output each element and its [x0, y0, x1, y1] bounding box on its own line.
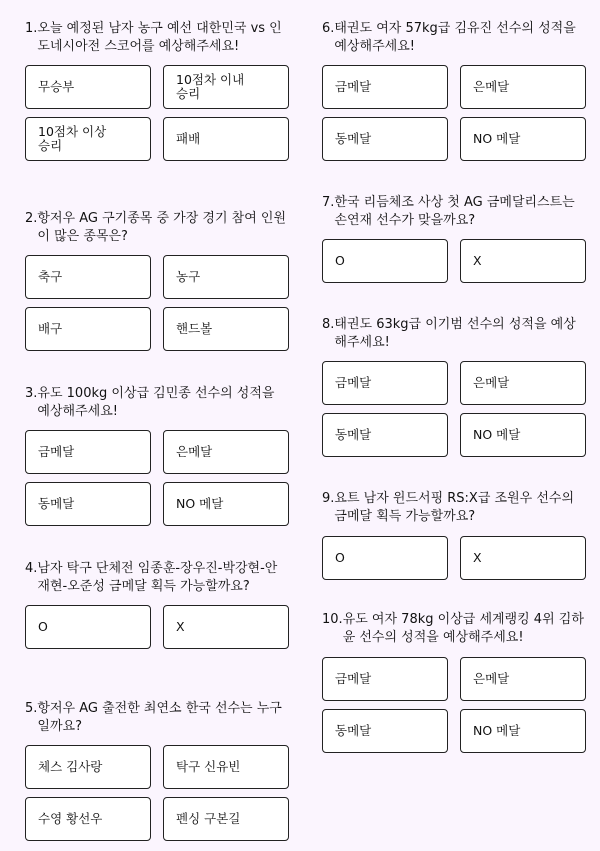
question-label: 오늘 예정된 남자 농구 예선 대한민국 vs 인도네시아전 스코어를 예상해주세요!	[37, 21, 282, 54]
option-label: 금메달	[335, 671, 372, 686]
question-number: 5.	[25, 701, 38, 716]
question-number: 3.	[25, 386, 38, 401]
question-text	[25, 700, 287, 735]
option-button[interactable]	[25, 605, 151, 649]
question-number: 1.	[25, 21, 38, 36]
question-number: 10.	[322, 612, 343, 627]
option-label: 금메달	[38, 444, 75, 459]
option-label: 탁구 신유빈	[176, 759, 241, 774]
option-label: NO 메달	[473, 723, 521, 738]
option-button[interactable]	[460, 65, 586, 109]
option-button[interactable]	[163, 430, 289, 474]
option-button[interactable]	[25, 307, 151, 351]
option-label: 배구	[38, 321, 63, 336]
question-label: 유도 여자 78kg 이상급 세계랭킹 4위 김하윤 선수의 성적을 예상해주세요!	[342, 612, 584, 645]
option-button[interactable]	[25, 797, 151, 841]
option-label: 핸드볼	[176, 321, 213, 336]
option-label: 동메달	[335, 131, 372, 146]
option-button[interactable]	[460, 657, 586, 701]
option-label: X	[473, 253, 482, 268]
question-text	[322, 20, 584, 55]
option-grid	[322, 239, 584, 283]
option-label: O	[335, 253, 345, 268]
option-button[interactable]	[163, 482, 289, 526]
question-3	[25, 385, 287, 526]
option-label: 10점차 이상 승리	[38, 124, 107, 153]
option-label: NO 메달	[176, 496, 224, 511]
option-button[interactable]	[25, 430, 151, 474]
question-label: 태권도 63kg급 이기범 선수의 성적을 예상해주세요!	[334, 317, 576, 350]
question-number: 7.	[322, 195, 335, 210]
question-number: 2.	[25, 211, 38, 226]
question-number: 8.	[322, 317, 335, 332]
option-button[interactable]	[322, 657, 448, 701]
option-button[interactable]	[163, 605, 289, 649]
option-label: 펜싱 구본길	[176, 811, 241, 826]
option-label: 수영 황선우	[38, 811, 103, 826]
option-grid	[25, 65, 287, 161]
option-label: NO 메달	[473, 131, 521, 146]
option-label: 금메달	[335, 375, 372, 390]
option-label: 은메달	[473, 375, 510, 390]
option-label: 은메달	[473, 79, 510, 94]
option-grid	[25, 605, 287, 649]
option-button[interactable]	[460, 117, 586, 161]
option-label: 동메달	[335, 427, 372, 442]
option-grid	[322, 536, 584, 580]
question-number: 9.	[322, 491, 335, 506]
option-button[interactable]	[322, 65, 448, 109]
question-1	[25, 20, 287, 161]
question-label: 태권도 여자 57kg급 김유진 선수의 성적을 예상해주세요!	[334, 21, 576, 54]
option-button[interactable]	[460, 709, 586, 753]
question-text	[25, 385, 287, 420]
question-10	[322, 611, 584, 753]
option-label: 동메달	[38, 496, 75, 511]
option-button[interactable]	[25, 745, 151, 789]
question-text	[322, 316, 584, 351]
option-button[interactable]	[163, 65, 289, 109]
option-label: 10점차 이내 승리	[176, 72, 245, 101]
option-label: 동메달	[335, 723, 372, 738]
option-button[interactable]	[25, 65, 151, 109]
option-label: X	[473, 550, 482, 565]
question-text	[25, 20, 287, 55]
question-label: 한국 리듬체조 사상 첫 AG 금메달리스트는 손연재 선수가 맞을까요?	[334, 195, 575, 228]
question-8	[322, 316, 584, 457]
question-number: 4.	[25, 561, 38, 576]
option-button[interactable]	[322, 239, 448, 283]
option-label: X	[176, 619, 185, 634]
option-grid	[25, 430, 287, 526]
question-text	[322, 490, 584, 525]
option-label: 축구	[38, 269, 63, 284]
option-button[interactable]	[322, 536, 448, 580]
option-grid	[322, 657, 584, 753]
question-9	[322, 490, 584, 580]
question-label: 항저우 AG 구기종목 중 가장 경기 참여 인원이 많은 종목은?	[37, 211, 286, 244]
question-text	[25, 210, 287, 245]
question-5	[25, 700, 287, 841]
option-button[interactable]	[25, 482, 151, 526]
option-label: O	[335, 550, 345, 565]
option-button[interactable]	[322, 117, 448, 161]
question-6	[322, 20, 584, 161]
question-label: 항저우 AG 출전한 최연소 한국 선수는 누구일까요?	[37, 701, 282, 734]
question-text	[322, 194, 584, 229]
option-button[interactable]	[163, 797, 289, 841]
option-button[interactable]	[25, 255, 151, 299]
question-number: 6.	[322, 21, 335, 36]
option-label: O	[38, 619, 48, 634]
option-button[interactable]	[163, 255, 289, 299]
option-label: NO 메달	[473, 427, 521, 442]
option-label: 농구	[176, 269, 201, 284]
option-button[interactable]	[163, 307, 289, 351]
option-button[interactable]	[163, 117, 289, 161]
option-button[interactable]	[460, 413, 586, 457]
option-button[interactable]	[322, 361, 448, 405]
option-grid	[25, 255, 287, 351]
option-button[interactable]	[322, 413, 448, 457]
question-label: 남자 탁구 단체전 임종훈-장우진-박강현-안재현-오준성 금메달 획득 가능할까요?	[37, 561, 278, 594]
question-4	[25, 560, 287, 649]
option-label: 은메달	[473, 671, 510, 686]
question-text	[322, 611, 584, 646]
option-label: 금메달	[335, 79, 372, 94]
option-grid	[322, 65, 584, 161]
option-label: 은메달	[176, 444, 213, 459]
option-button[interactable]	[163, 745, 289, 789]
option-button[interactable]	[460, 536, 586, 580]
question-label: 요트 남자 윈드서핑 RS:X급 조원우 선수의 금메달 획득 가능할까요?	[334, 491, 575, 524]
option-label: 패배	[176, 131, 201, 146]
option-button[interactable]	[322, 709, 448, 753]
option-label: 체스 김사랑	[38, 759, 103, 774]
question-2	[25, 210, 287, 351]
option-button[interactable]	[460, 361, 586, 405]
question-7	[322, 194, 584, 283]
option-grid	[322, 361, 584, 457]
question-label: 유도 100kg 이상급 김민종 선수의 성적을 예상해주세요!	[37, 386, 275, 419]
option-button[interactable]	[460, 239, 586, 283]
option-label: 무승부	[38, 79, 75, 94]
question-text	[25, 560, 287, 595]
option-button[interactable]	[25, 117, 151, 161]
option-grid	[25, 745, 287, 841]
